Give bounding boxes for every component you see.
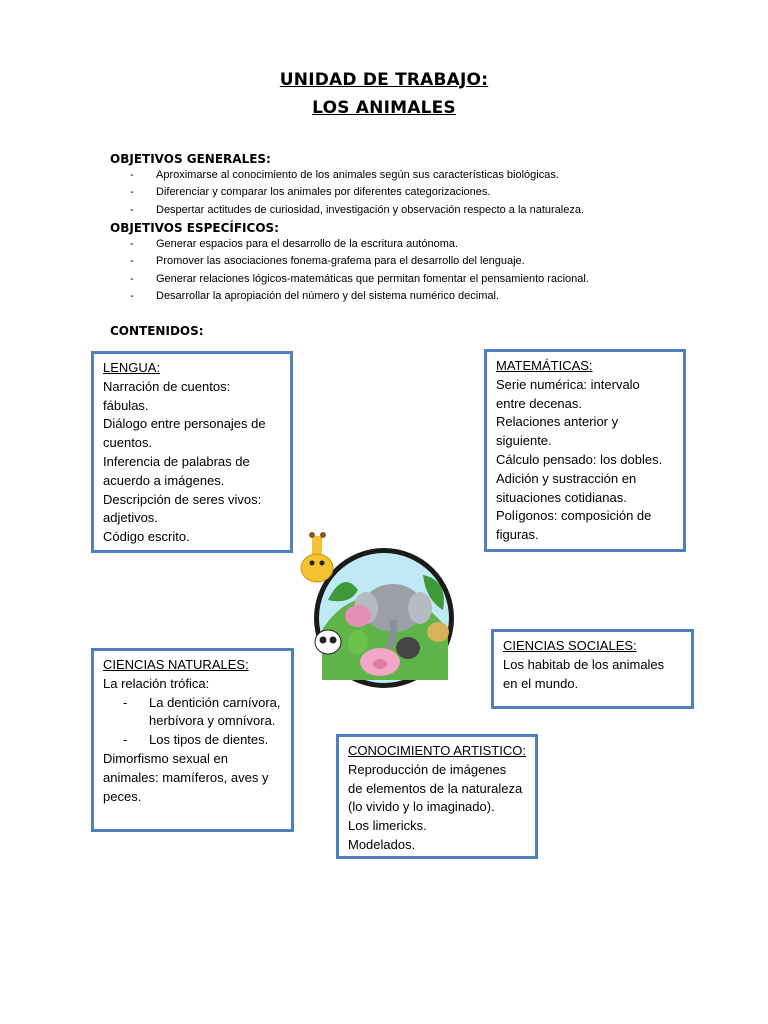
- objetivos-especificos-heading: OBJETIVOS ESPECÍFICOS:: [110, 221, 279, 235]
- elephant-ear: [408, 592, 432, 624]
- list-item: - Aproximarse al conocimiento de los animales según sus características biológicas.: [130, 167, 584, 184]
- conocimiento-artistico-line: Modelados.: [348, 836, 416, 852]
- conocimiento-artistico-box: [336, 734, 538, 859]
- lengua-box: [91, 351, 293, 553]
- giraffe-horn: [309, 532, 315, 538]
- frog-icon: [348, 630, 368, 654]
- objetivos-generales-list: [130, 167, 584, 219]
- list-item: - Promover las asociaciones fonema-grafema para el desarrollo del lenguaje.: [130, 253, 589, 270]
- lengua-line: Descripción de seres vivos:: [103, 491, 262, 507]
- ciencias-naturales-line: animales: mamíferos, aves y: [103, 769, 269, 785]
- matematicas-line: Polígonos: composición de: [496, 508, 652, 524]
- lengua-line: fábulas.: [103, 397, 149, 413]
- lengua-line: Código escrito.: [103, 529, 190, 545]
- page-title-line2: LOS ANIMALES: [312, 98, 456, 118]
- ciencias-naturales-intro: La relación trófica:: [103, 675, 210, 691]
- matematicas-line: figuras.: [496, 527, 539, 543]
- ciencias-naturales-line: peces.: [103, 788, 142, 804]
- lengua-line: cuentos.: [103, 435, 153, 451]
- list-item: - Generar espacios para el desarrollo de la escritura autónoma.: [130, 236, 589, 253]
- objetivos-generales-heading: OBJETIVOS GENERALES:: [110, 152, 271, 166]
- cow-icon: [396, 637, 420, 659]
- giraffe-icon: [301, 554, 333, 582]
- panda-icon: [315, 630, 341, 654]
- matematicas-title: MATEMÁTICAS:: [496, 358, 593, 373]
- ciencias-naturales-title: CIENCIAS NATURALES:: [103, 657, 249, 672]
- lengua-line: adjetivos.: [103, 510, 158, 526]
- conocimiento-artistico-title: CONOCIMIENTO ARTISTICO:: [348, 743, 526, 758]
- matematicas-line: situaciones cotidianas.: [496, 489, 627, 505]
- matematicas-line: Serie numérica: intervalo: [496, 376, 640, 392]
- giraffe-horn: [320, 532, 326, 538]
- conocimiento-artistico-line: Los limericks.: [348, 818, 427, 834]
- matematicas-line: entre decenas.: [496, 395, 583, 411]
- zebra-icon: [427, 622, 449, 642]
- contenidos-heading: CONTENIDOS:: [110, 324, 204, 338]
- lengua-line: acuerdo a imágenes.: [103, 472, 225, 488]
- hippo-icon: [345, 605, 371, 627]
- page-title-line1: UNIDAD DE TRABAJO:: [279, 70, 489, 90]
- matematicas-line: Adición y sustracción en: [496, 470, 637, 486]
- matematicas-box: [484, 349, 686, 552]
- matematicas-line: Relaciones anterior y: [496, 414, 619, 430]
- ciencias-naturales-subitem: - La dentición carnívora, herbívora y omnívora.: [123, 694, 282, 732]
- conocimiento-artistico-line: Reproducción de imágenes: [348, 761, 507, 777]
- lengua-line: Inferencia de palabras de: [103, 453, 250, 469]
- matematicas-line: siguiente.: [496, 433, 552, 449]
- ciencias-naturales-box: [91, 648, 294, 832]
- panda-eye: [330, 637, 337, 644]
- lengua-title: LENGUA:: [103, 360, 161, 375]
- ciencias-sociales-line: Los habitab de los animales: [503, 656, 665, 672]
- giraffe-eye: [320, 561, 325, 566]
- animals-illustration: [298, 530, 468, 690]
- ciencias-sociales-title: CIENCIAS SOCIALES:: [503, 638, 637, 653]
- ciencias-sociales-line: en el mundo.: [503, 675, 579, 691]
- ciencias-naturales-subitem: - Los tipos de dientes.: [123, 731, 282, 750]
- ciencias-sociales-box: [491, 629, 694, 709]
- lengua-line: Narración de cuentos:: [103, 378, 231, 394]
- list-item: - Generar relaciones lógicos-matemáticas que permitan fomentar el pensamiento racional.: [130, 271, 589, 288]
- list-item: - Desarrollar la apropiación del número y del sistema numérico decimal.: [130, 288, 589, 305]
- panda-eye: [320, 637, 327, 644]
- list-item: - Diferenciar y comparar los animales por diferentes categorizaciones.: [130, 184, 584, 201]
- giraffe-eye: [310, 561, 315, 566]
- lengua-line: Diálogo entre personajes de: [103, 416, 266, 432]
- ciencias-naturales-line: Dimorfismo sexual en: [103, 750, 228, 766]
- list-item: - Despertar actitudes de curiosidad, investigación y observación respecto a la naturaleza.: [130, 202, 584, 219]
- matematicas-line: Cálculo pensado: los dobles.: [496, 451, 663, 467]
- conocimiento-artistico-line: de elementos de la naturaleza: [348, 780, 523, 796]
- objetivos-especificos-list: [130, 236, 589, 306]
- conocimiento-artistico-line: (lo vivido y lo imaginado).: [348, 799, 495, 815]
- pig-snout: [373, 659, 387, 669]
